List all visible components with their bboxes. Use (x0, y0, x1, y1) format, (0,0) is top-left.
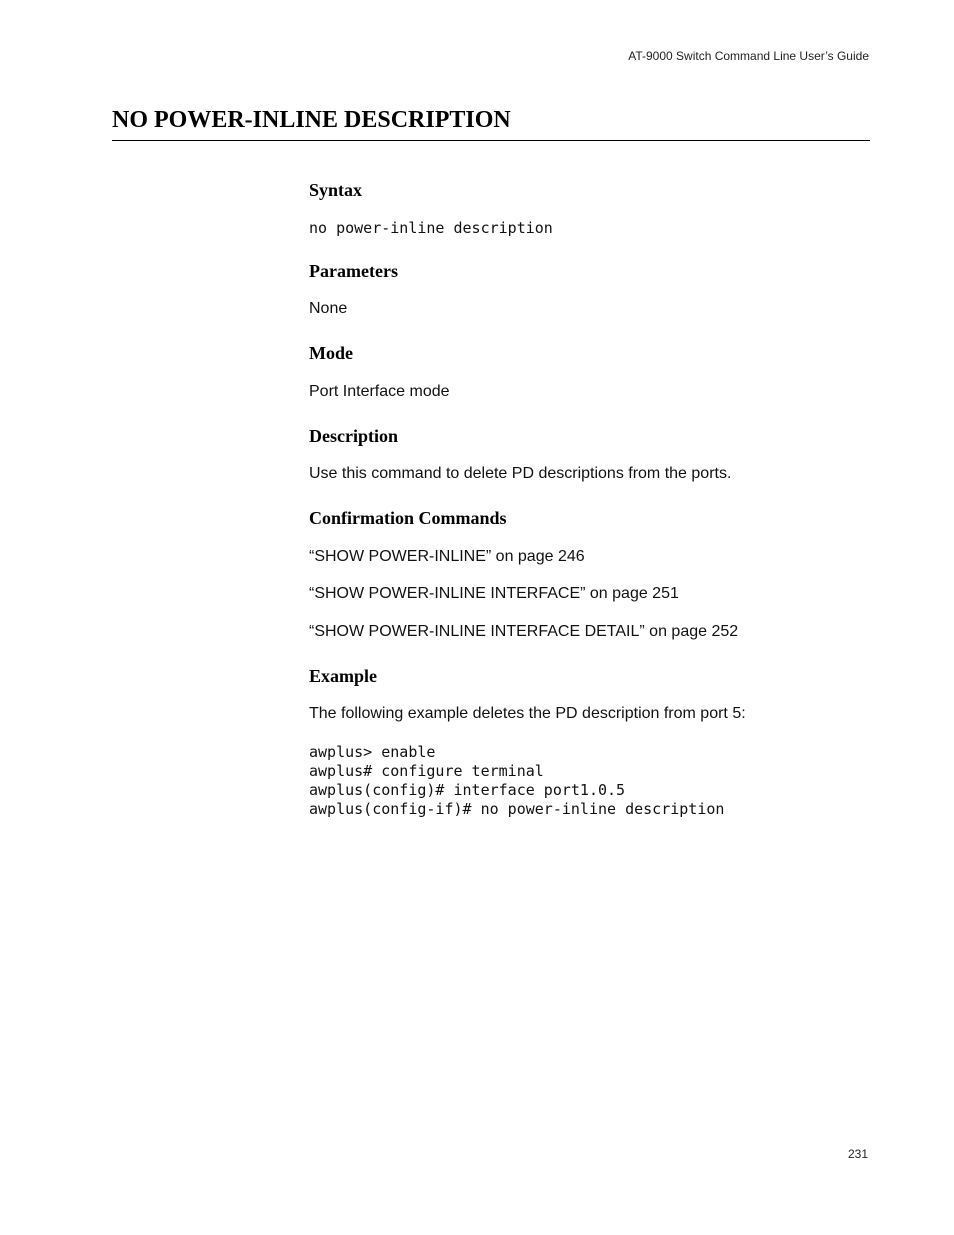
example-code-line: awplus# configure terminal (309, 762, 544, 780)
description-text: Use this command to delete PD descriptions from the ports. (309, 465, 732, 482)
syntax-heading: Syntax (309, 180, 363, 200)
page-number: 231 (847, 1147, 868, 1161)
title-divider (112, 140, 870, 141)
mode-text: Port Interface mode (309, 383, 450, 400)
confirmation-link-show-power-inline-interface[interactable]: “SHOW POWER-INLINE INTERFACE” on page 251 (309, 585, 679, 602)
parameters-text: None (309, 300, 348, 317)
confirmation-link-show-power-inline[interactable]: “SHOW POWER-INLINE” on page 246 (309, 548, 585, 565)
parameters-heading: Parameters (309, 261, 398, 281)
example-heading: Example (309, 666, 378, 686)
example-code-line: awplus(config)# interface port1.0.5 (309, 781, 626, 799)
syntax-code: no power-inline description (309, 219, 553, 237)
confirmation-link-show-power-inline-interface-detail[interactable]: “SHOW POWER-INLINE INTERFACE DETAIL” on page 252 (309, 623, 739, 640)
page-title: NO POWER-INLINE DESCRIPTION (112, 107, 511, 133)
running-header: AT-9000 Switch Command Line User’s Guide (628, 49, 869, 63)
description-heading: Description (309, 426, 398, 446)
example-text: The following example deletes the PD description from port 5: (309, 705, 746, 722)
confirmation-heading: Confirmation Commands (309, 508, 507, 528)
example-code-line: awplus(config-if)# no power-inline description (309, 800, 725, 818)
mode-heading: Mode (309, 343, 353, 363)
example-code-line: awplus> enable (309, 743, 436, 761)
